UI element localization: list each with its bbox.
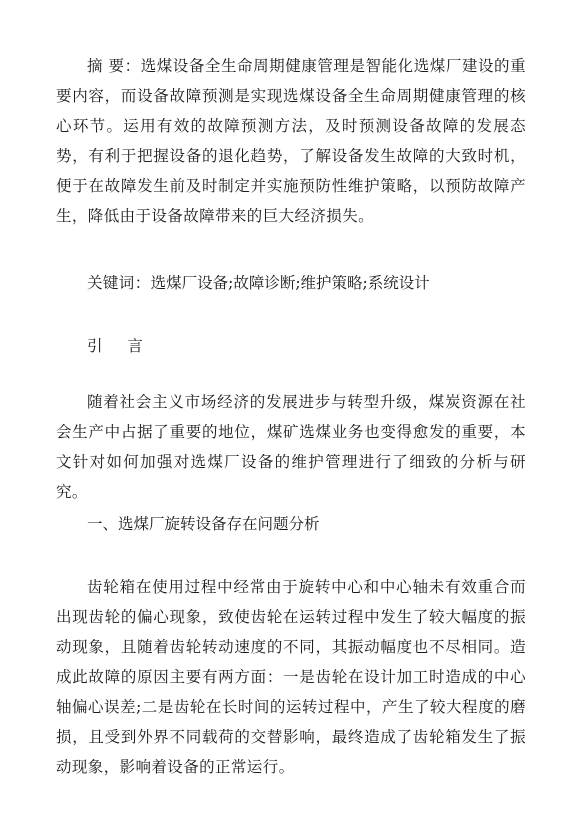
keywords-label: 关键词：	[87, 274, 151, 292]
document-page	[56, 0, 526, 818]
keywords-paragraph	[56, 268, 526, 298]
keywords-text: 选煤厂设备;故障诊断;维护策略;系统设计	[150, 274, 430, 292]
section1-paragraph: 齿轮箱在使用过程中经常由于旋转中心和中心轴未有效重合而出现齿轮的偏心现象，致使齿轮在运转过程中发生了较大幅度的振动现象，且随着齿轮转动速度的不同，其振动幅度也不尽相同。造成此故障的原因主要有两方面：一是齿轮在设计加工时造成的中心轴偏心误差;二是齿轮在长时间的运转过程中，产生了较大程度的磨损，且受到外界不同载荷的交替影响，最终造成了齿轮箱发生了振动现象，影响着设备的正常运行。	[56, 578, 526, 776]
introduction-paragraph: 随着社会主义市场经济的发展进步与转型升级，煤炭资源在社会生产中占据了重要的地位，煤矿选煤业务也变得愈发的重要，本文针对如何加强对选煤厂设备的维护管理进行了细致的分析与研究。	[56, 393, 526, 501]
abstract-paragraph	[56, 51, 526, 231]
section1-heading: 一、选煤厂旋转设备存在问题分析	[87, 515, 320, 533]
abstract-label: 摘 要：	[87, 57, 141, 75]
introduction-title: 引 言	[87, 337, 153, 355]
abstract-text: 选煤设备全生命周期健康管理是智能化选煤厂建设的重要内容，而设备故障预测是实现选煤设备全生命周期健康管理的核心环节。运用有效的故障预测方法，及时预测设备故障的发展态势，有利于把握设备的退化趋势，了解设备发生故障的大致时机，便于在故障发生前及时制定并实施预防性维护策略，以预防故障产生，降低由于设备故障带来的巨大经济损失。	[56, 57, 527, 225]
introduction-heading	[56, 331, 526, 361]
